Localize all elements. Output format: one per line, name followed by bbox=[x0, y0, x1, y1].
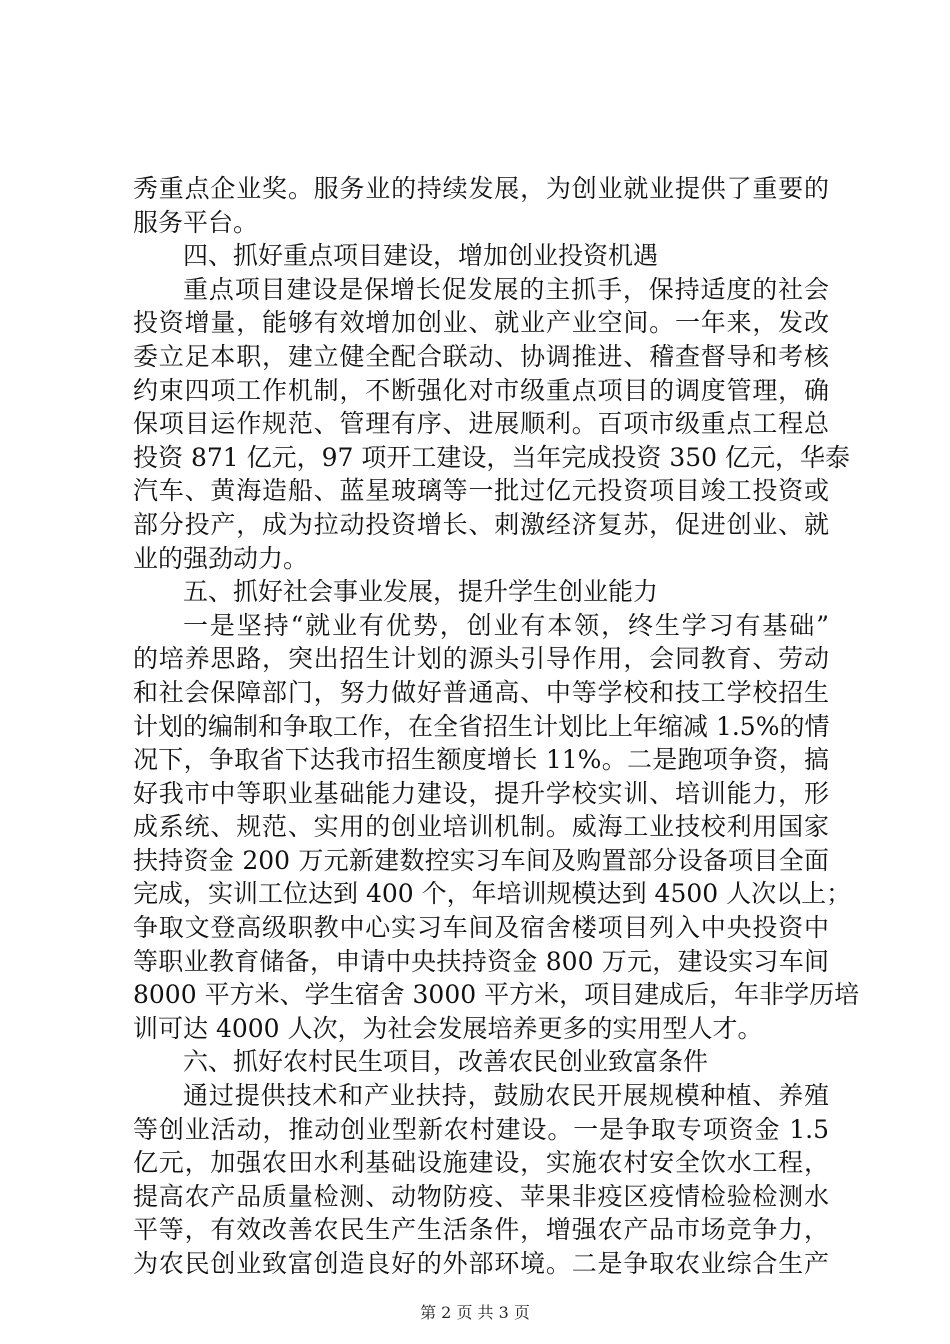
body-line: 保项目运作规范、管理有序、进展顺利。百项市级重点工程总 bbox=[133, 409, 829, 439]
section-heading: 四、抓好重点项目建设，增加创业投资机遇 bbox=[183, 241, 659, 271]
body-line: 成系统、规范、实用的创业培训机制。威海工业技校利用国家 bbox=[133, 812, 829, 842]
paragraph-last-line: 训可达 4000 人次，为社会发展培养更多的实用型人才。 bbox=[133, 1013, 763, 1043]
paragraph-first-line: 一是坚持“就业有优势，创业有本领，终生学习有基础” bbox=[183, 610, 829, 640]
body-line: 和社会保障部门，努力做好普通高、中等学校和技工学校招生 bbox=[133, 677, 829, 707]
body-line: 好我市中等职业基础能力建设，提升学校实训、培训能力，形 bbox=[133, 778, 829, 808]
body-line: 亿元，加强农田水利基础设施建设，实施农村安全饮水工程， bbox=[133, 1148, 829, 1178]
body-line: 秀重点企业奖。服务业的持续发展，为创业就业提供了重要的 bbox=[133, 174, 829, 203]
body-line: 提高农产品质量检测、动物防疫、苹果非疫区疫情检验检测水 bbox=[133, 1181, 829, 1211]
paragraph-first-line: 重点项目建设是保增长促发展的主抓手，保持适度的社会 bbox=[183, 274, 829, 304]
body-line: 争取文登高级职教中心实习车间及宿舍楼项目列入中央投资中 bbox=[133, 913, 829, 943]
body-line: 况下，争取省下达我市招生额度增长 11%。二是跑项争资，搞 bbox=[133, 745, 829, 775]
body-line: 投资增量，能够有效增加创业、就业产业空间。一年来，发改 bbox=[133, 308, 829, 338]
body-line: 等职业教育储备，申请中央扶持资金 800 万元，建设实习车间 bbox=[133, 946, 829, 976]
body-line: 约束四项工作机制，不断强化对市级重点项目的调度管理，确 bbox=[133, 375, 829, 405]
body-line: 扶持资金 200 万元新建数控实习车间及购置部分设备项目全面 bbox=[133, 845, 829, 875]
body-line: 8000 平方米、学生宿舍 3000 平方米，项目建成后，年非学历培 bbox=[133, 980, 860, 1010]
body-line: 平等，有效改善农民生产生活条件，增强农产品市场竞争力， bbox=[133, 1215, 829, 1245]
body-line: 的培养思路，突出招生计划的源头引导作用，会同教育、劳动 bbox=[133, 644, 829, 674]
body-line: 计划的编制和争取工作，在全省招生计划比上年缩减 1.5%的情 bbox=[133, 711, 830, 741]
body-line: 部分投产，成为拉动投资增长、刺激经济复苏，促进创业、就 bbox=[133, 509, 829, 539]
section-heading: 五、抓好社会事业发展，提升学生创业能力 bbox=[183, 577, 659, 607]
paragraph-last-line: 业的强劲动力。 bbox=[133, 543, 309, 573]
body-line: 完成，实训工位达到 400 个，年培训规模达到 4500 人次以上； bbox=[133, 879, 852, 909]
document-body bbox=[133, 172, 860, 1281]
body-line: 委立足本职，建立健全配合联动、协调推进、稽查督导和考核 bbox=[133, 341, 829, 371]
body-line: 为农民创业致富创造良好的外部环境。二是争取农业综合生产 bbox=[133, 1249, 829, 1278]
body-line: 等创业活动，推动创业型新农村建设。一是争取专项资金 1.5 bbox=[133, 1114, 829, 1144]
section-heading: 六、抓好农村民生项目，改善农民创业致富条件 bbox=[183, 1047, 709, 1077]
body-line: 汽车、黄海造船、蓝星玻璃等一批过亿元投资项目竣工投资或 bbox=[133, 476, 829, 506]
paragraph-first-line: 通过提供技术和产业扶持，鼓励农民开展规模种植、养殖 bbox=[183, 1081, 829, 1111]
page-footer: 第 2 页 共 3 页 bbox=[420, 1303, 530, 1322]
body-line: 投资 871 亿元，97 项开工建设，当年完成投资 350 亿元，华泰 bbox=[133, 442, 850, 472]
paragraph-last-line: 服务平台。 bbox=[133, 207, 259, 237]
